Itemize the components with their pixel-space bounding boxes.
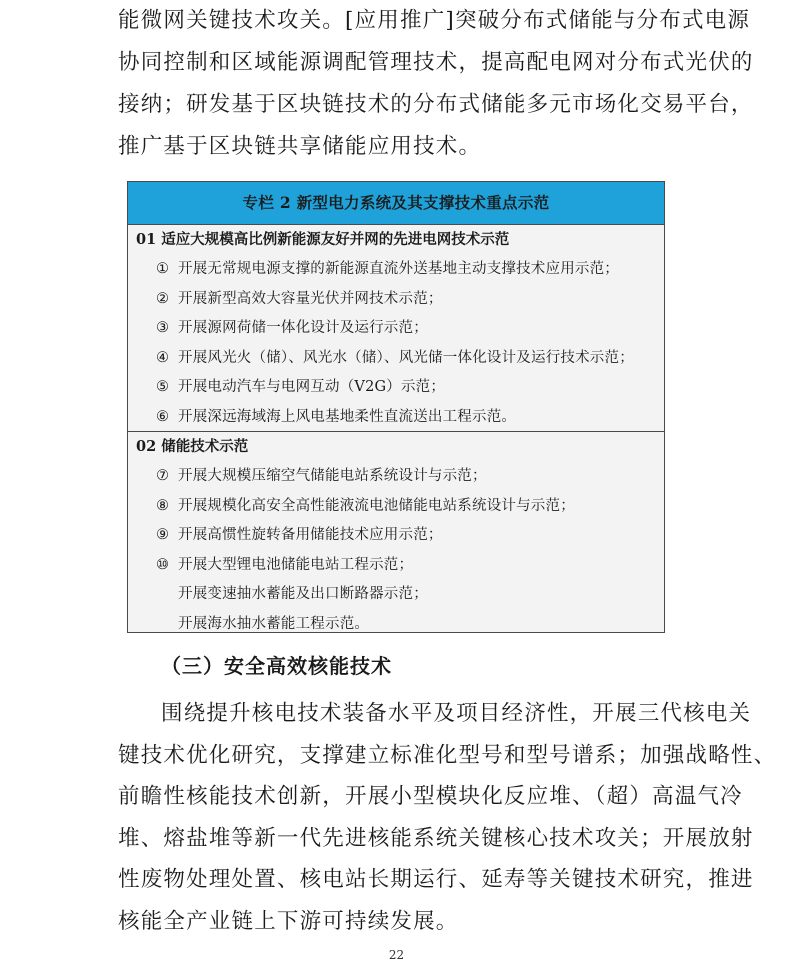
- item-number: ②: [156, 290, 170, 307]
- item-text: 开展大型锂电池储能电站工程示范；: [178, 556, 414, 573]
- item-number: ③: [156, 320, 170, 336]
- body-paragraph: [118, 693, 777, 942]
- item-text: 开展源网荷储一体化设计及运行示范；: [178, 320, 428, 336]
- list-item: [128, 344, 664, 374]
- item-number: ⑨: [156, 527, 170, 543]
- list-item: [128, 314, 664, 344]
- paragraph-line: 键技术优化研究，支撑建立标准化型号和型号谱系；加强战略性、: [118, 742, 777, 768]
- feature-box: [127, 181, 665, 633]
- item-number: ⑦: [156, 468, 170, 484]
- intro-paragraph: [118, 0, 754, 168]
- item-number: ⑤: [156, 379, 170, 395]
- list-item: [128, 521, 664, 551]
- paragraph-line: 核能全产业链上下游可持续发展。: [118, 908, 459, 934]
- item-number: ④: [156, 349, 170, 366]
- paragraph-line: 前瞻性核能技术创新，开展小型模块化反应堆、（超）高温气冷: [118, 784, 743, 809]
- list-item: [128, 255, 664, 285]
- item-text: 开展电动汽车与电网互动（V2G）示范；: [178, 379, 446, 395]
- item-text: 开展无常规电源支撑的新能源直流外送基地主动支撑技术应用示范；: [178, 261, 619, 277]
- list-item: [128, 492, 664, 522]
- list-item: [128, 462, 664, 492]
- item-number: ⑧: [156, 497, 170, 514]
- item-text: 开展变速抽水蓄能及出口断路器示范；: [178, 586, 428, 602]
- paragraph-line: 围绕提升核电技术装备水平及项目经济性，开展三代核电关: [161, 701, 752, 726]
- list-item: [128, 551, 664, 581]
- page-number: 22: [388, 948, 405, 962]
- section-heading: 02 储能技术示范: [136, 438, 249, 455]
- feature-box-title: 专栏 2 新型电力系统及其支撑技术重点示范: [128, 182, 664, 225]
- item-text: 开展风光火（储）、风光水（储）、风光储一体化设计及运行技术示范；: [178, 349, 634, 366]
- item-number: ⑩: [156, 556, 170, 573]
- list-item: [128, 373, 664, 403]
- list-item: [128, 285, 664, 315]
- item-text: 开展海水抽水蓄能工程示范。: [178, 615, 370, 632]
- item-text: 开展规模化高安全高性能液流电池储能电站系统设计与示范；: [178, 497, 575, 514]
- intro-line: 能微网关键技术攻关。[应用推广]突破分布式储能与分布式电源: [118, 8, 751, 33]
- list-item: [128, 610, 664, 640]
- paragraph-line: 性废物处理处置、核电站长期运行、延寿等关键技术研究，推进: [118, 867, 754, 892]
- item-text: 开展深远海域海上风电基地柔性直流送出工程示范。: [178, 408, 517, 425]
- intro-line: 推广基于区块链共享储能应用技术。: [118, 134, 482, 159]
- item-text: 开展大规模压缩空气储能电站系统设计与示范；: [178, 468, 487, 484]
- intro-line: 协同控制和区域能源调配管理技术，提高配电网对分布式光伏的: [118, 50, 754, 75]
- item-text: 开展高惯性旋转备用储能技术应用示范；: [178, 527, 443, 543]
- intro-line: 接纳；研发基于区块链技术的分布式储能多元市场化交易平台，: [118, 92, 754, 117]
- section-heading: 01 适应大规模高比例新能源友好并网的先进电网技术示范: [136, 231, 510, 248]
- paragraph-line: 堆、熔盐堆等新一代先进核能系统关键核心技术攻关；开展放射: [118, 825, 754, 851]
- item-number: ⑥: [156, 408, 170, 425]
- item-text: 开展新型高效大容量光伏并网技术示范；: [178, 290, 443, 307]
- item-number: ①: [156, 261, 170, 277]
- list-item: [128, 580, 664, 610]
- list-item: [128, 403, 664, 433]
- section-title: （三）安全高效核能技术: [161, 654, 392, 678]
- feature-section-storage: [128, 431, 664, 634]
- feature-section-grid: [128, 225, 664, 430]
